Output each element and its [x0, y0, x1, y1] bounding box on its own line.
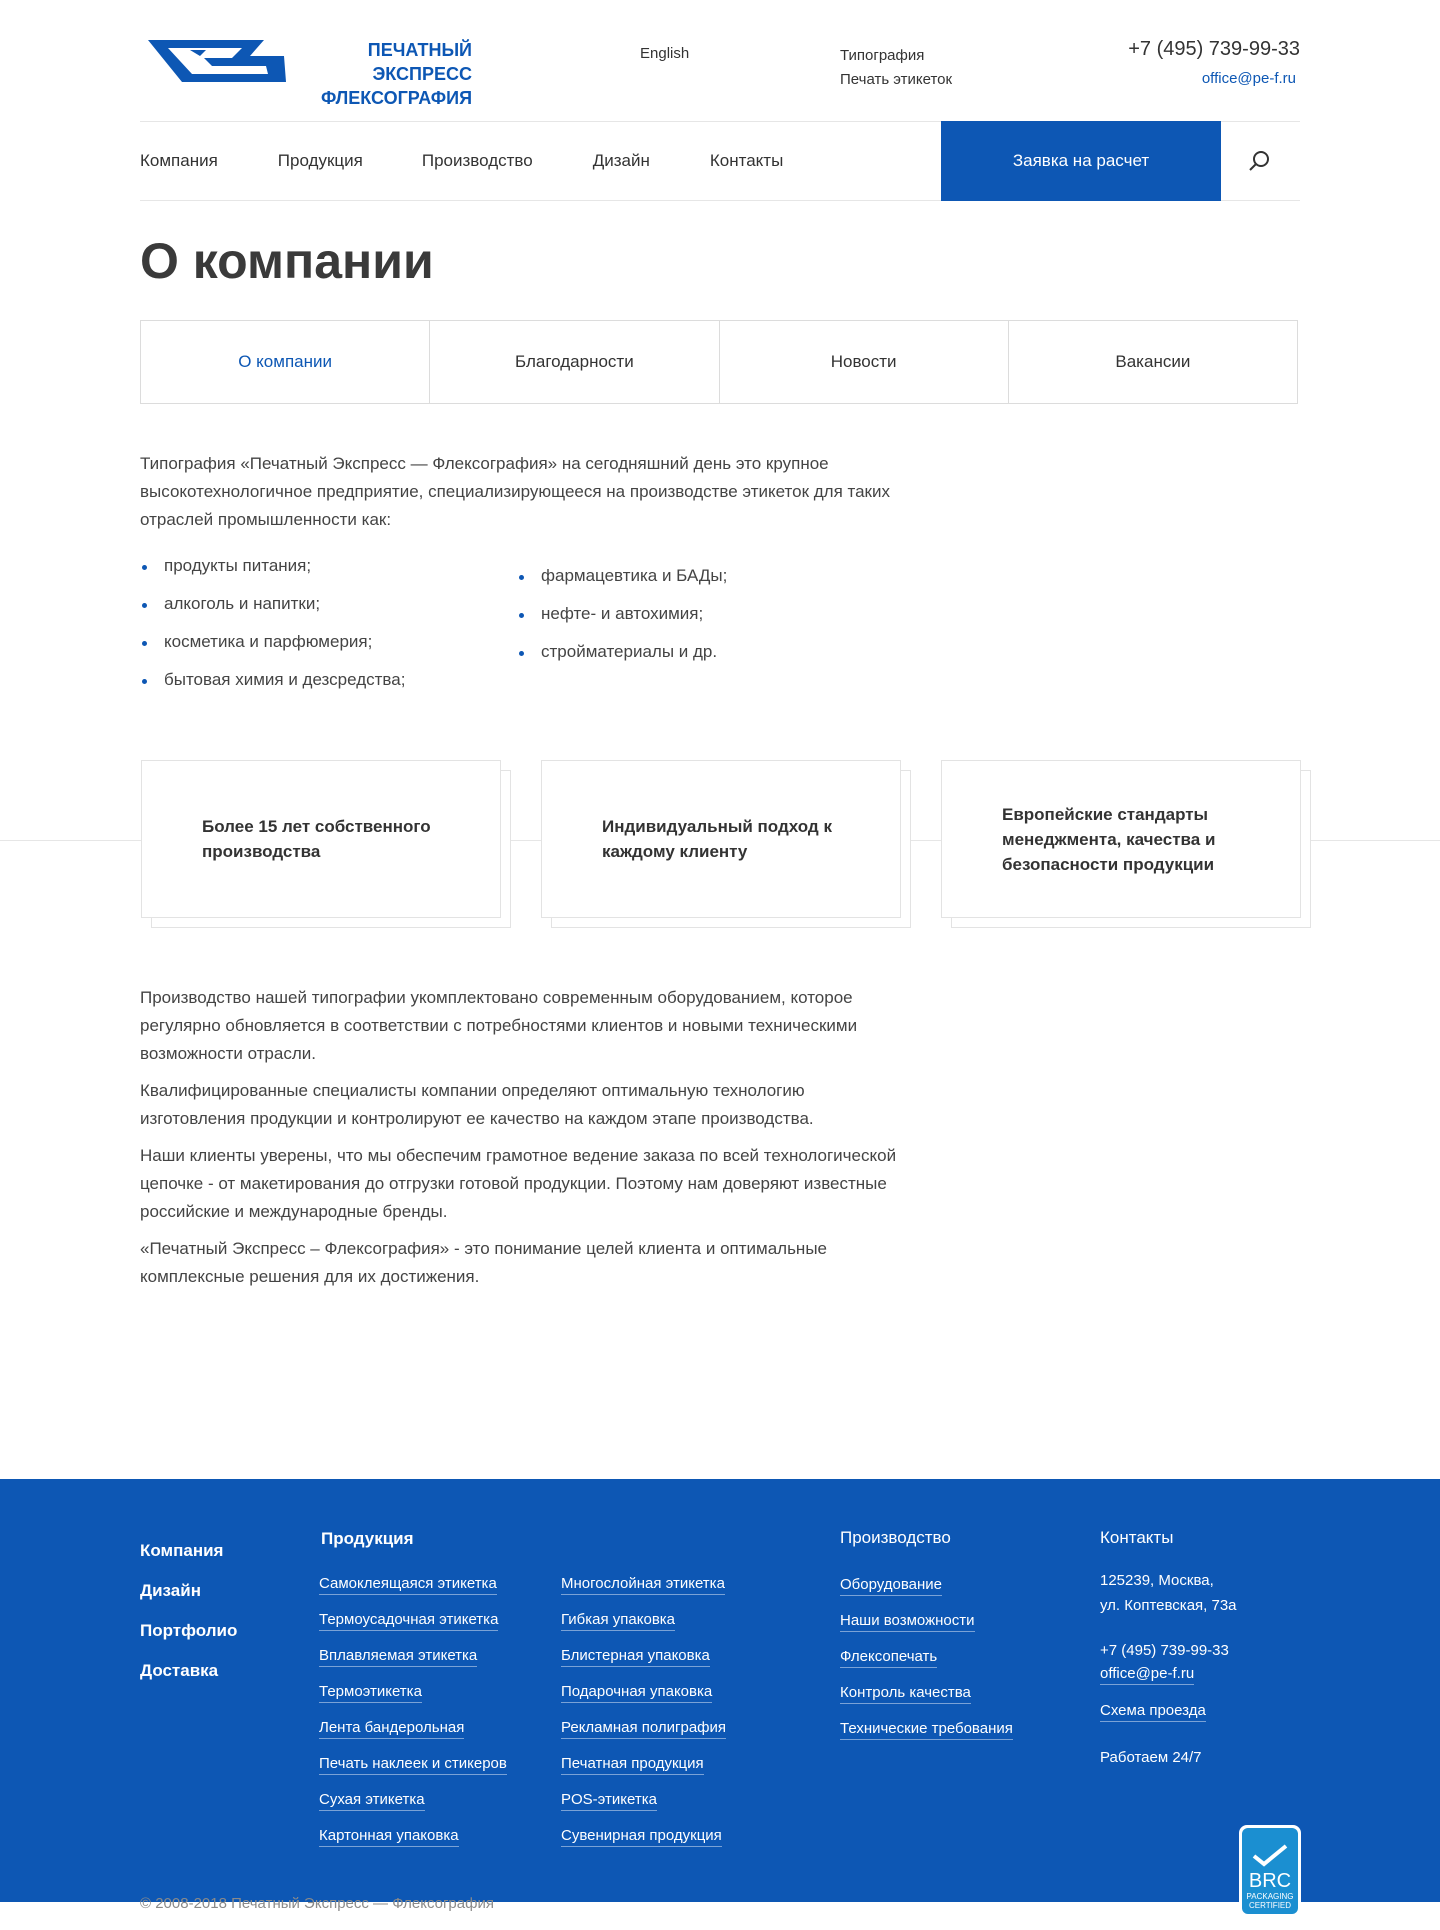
footer-product-link[interactable]: Вплавляемая этикетка	[319, 1646, 477, 1667]
intro-text: Типография «Печатный Экспресс — Флексография» на сегодняшний день это крупное высокотехнологичное предприятие, специализирующееся на производстве этикеток для таких отраслей промышленности как:	[140, 454, 890, 529]
industries-list-left	[140, 556, 405, 708]
request-quote-button[interactable]: Заявка на расчет	[941, 121, 1221, 201]
footer-production-col	[840, 1570, 1013, 1750]
footer-production-link[interactable]: Наши возможности	[840, 1611, 975, 1632]
footer-production-link[interactable]: Оборудование	[840, 1575, 942, 1596]
main-nav	[140, 121, 843, 201]
footer-products-title[interactable]: Продукция	[321, 1529, 414, 1548]
top-link-typography[interactable]: Типография	[840, 47, 925, 64]
about-paragraph: Производство нашей типографии укомплектовано современным оборудованием, которое регулярно обновляется в соответствии с потребностями клиентов и новыми техническими возможности отрасли.	[140, 988, 858, 1063]
directions-link[interactable]: Схема проезда	[1100, 1701, 1206, 1722]
footer-phone[interactable]: +7 (495) 739-99-33	[1100, 1642, 1229, 1659]
footer-product-link[interactable]: Лента бандерольная	[319, 1718, 464, 1739]
footer-link-portfolio[interactable]: Портфолио	[140, 1621, 238, 1640]
list-item: продукты питания;	[140, 556, 405, 594]
footer-product-link[interactable]: Сувенирная продукция	[561, 1826, 722, 1847]
header-email[interactable]: office@pe-f.ru	[1201, 70, 1296, 87]
tab-vacancies[interactable]: Вакансии	[1115, 352, 1191, 371]
header-phone[interactable]: +7 (495) 739-99-33	[1128, 38, 1300, 60]
nav-item-contacts[interactable]: Контакты	[709, 151, 784, 170]
nav-item-products[interactable]: Продукция	[277, 151, 363, 170]
footer-products-col2	[561, 1569, 726, 1857]
badge-title: BRC	[1248, 1870, 1292, 1892]
footer-link-design[interactable]: Дизайн	[140, 1581, 201, 1600]
footer-production-link[interactable]: Технические требования	[840, 1719, 1013, 1740]
footer-product-link[interactable]: Многослойная этикетка	[561, 1574, 725, 1595]
footer-address	[1100, 1568, 1237, 1618]
footer-production-link[interactable]: Флексопечать	[840, 1647, 937, 1668]
footer-product-link[interactable]: POS-этикетка	[561, 1790, 657, 1811]
nav-item-company[interactable]: Компания	[140, 151, 218, 170]
footer-link-delivery[interactable]: Доставка	[140, 1661, 219, 1680]
footer-product-link[interactable]: Рекламная полиграфия	[561, 1718, 726, 1739]
feature-card-text: Индивидуальный подход к каждому клиенту	[541, 760, 901, 918]
address-line: 125239, Москва,	[1100, 1572, 1214, 1589]
list-item: стройматериалы и др.	[517, 642, 727, 680]
logo-line2: ФЛЕКСОГРАФИЯ	[320, 88, 472, 108]
footer-product-link[interactable]: Печатная продукция	[561, 1754, 704, 1775]
search-icon[interactable]	[1249, 150, 1271, 172]
footer-email[interactable]: office@pe-f.ru	[1100, 1664, 1194, 1685]
footer-production-title[interactable]: Производство	[840, 1528, 951, 1547]
about-paragraph: Квалифицированные специалисты компании определяют оптимальную технологию изготовления продукции и контролируют ее качество на каждом этапе производства.	[140, 1081, 814, 1128]
address-line: ул. Коптевская, 73а	[1100, 1597, 1237, 1614]
logo[interactable]	[146, 36, 486, 108]
logo-line1: ПЕЧАТНЫЙ ЭКСПРЕСС	[367, 40, 472, 84]
footer-product-link[interactable]: Печать наклеек и стикеров	[319, 1754, 507, 1775]
feature-card	[941, 760, 1301, 918]
logo-mark-icon	[146, 36, 286, 86]
industries-list-right	[517, 566, 727, 680]
section-tabs	[140, 320, 1298, 404]
about-body	[140, 984, 910, 1300]
footer-production-link[interactable]: Контроль качества	[840, 1683, 971, 1704]
list-item: косметика и парфюмерия;	[140, 632, 405, 670]
footer-map	[1100, 1698, 1206, 1723]
footer-product-link[interactable]: Картонная упаковка	[319, 1826, 459, 1847]
tab-thanks[interactable]: Благодарности	[430, 321, 719, 403]
list-item: алкоголь и напитки;	[140, 594, 405, 632]
footer-contacts-title[interactable]: Контакты	[1100, 1528, 1174, 1547]
feature-card-text: Более 15 лет собственного производства	[141, 760, 501, 918]
tab-about[interactable]: О компании	[141, 321, 430, 403]
about-paragraph: «Печатный Экспресс – Флексография» - это понимание целей клиента и оптимальные комплексные решения для их достижения.	[140, 1239, 827, 1286]
badge-subtitle: PACKAGING	[1246, 1892, 1294, 1901]
footer-contact-links	[1100, 1639, 1229, 1685]
footer-product-link[interactable]: Самоклеящаяся этикетка	[319, 1574, 497, 1595]
nav-item-design[interactable]: Дизайн	[592, 151, 650, 170]
list-item: фармацевтика и БАДы;	[517, 566, 727, 604]
top-link-label-printing[interactable]: Печать этикеток	[840, 71, 953, 88]
footer-product-link[interactable]: Термоусадочная этикетка	[319, 1610, 498, 1631]
feature-card	[141, 760, 501, 918]
list-item: нефте- и автохимия;	[517, 604, 727, 642]
about-paragraph: Наши клиенты уверены, что мы обеспечим грамотное ведение заказа по всей технологической цепочке - от макетирования до отгрузки готовой продукции. Поэтому нам доверяют известные российские и международные бренды.	[140, 1146, 897, 1221]
footer-products-col1	[319, 1569, 507, 1857]
footer-product-link[interactable]: Подарочная упаковка	[561, 1682, 712, 1703]
working-hours: Работаем 24/7	[1100, 1749, 1202, 1766]
copyright: © 2008-2018 Печатный Экспресс — Флексография	[140, 1895, 494, 1912]
checkmark-icon	[1250, 1842, 1290, 1868]
footer-link-company[interactable]: Компания	[140, 1541, 224, 1560]
footer-product-link[interactable]: Термоэтикетка	[319, 1682, 422, 1703]
feature-card	[541, 760, 901, 918]
footer-product-link[interactable]: Гибкая упаковка	[561, 1610, 675, 1631]
brc-certificate-badge	[1239, 1825, 1301, 1917]
page-title: О компании	[140, 233, 434, 289]
feature-card-text: Европейские стандарты менеджмента, качества и безопасности продукции	[941, 760, 1301, 918]
list-item: бытовая химия и дезсредства;	[140, 670, 405, 708]
tab-news[interactable]: Новости	[720, 321, 1009, 403]
nav-item-production[interactable]: Производство	[421, 151, 533, 170]
footer-product-link[interactable]: Блистерная упаковка	[561, 1646, 710, 1667]
badge-subtitle: CERTIFIED	[1248, 1901, 1292, 1910]
footer	[0, 1479, 1440, 1902]
footer-product-link[interactable]: Сухая этикетка	[319, 1790, 425, 1811]
language-switch[interactable]: English	[640, 45, 690, 62]
